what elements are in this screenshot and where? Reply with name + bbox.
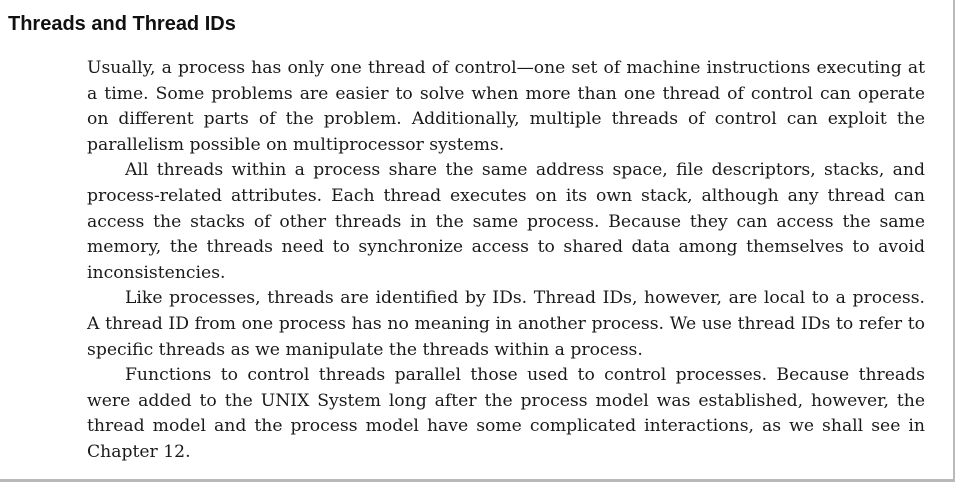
paragraph-4: Functions to control threads parallel those used to control processes. Because threads were added to the UNIX System long after the process model was established, however, the thread model and the process model have some complicated interactions, as we shall see in Chapter 12.	[87, 365, 925, 462]
paragraph-3: Like processes, threads are identified by IDs. Thread IDs, however, are local to a process. A thread ID from one process has no meaning in another process. We use thread IDs to refer to specific threads as we manipulate the threads within a process.	[87, 288, 925, 360]
paragraph-2: All threads within a process share the same address space, file descriptors, stacks, and process-related attributes. Each thread executes on its own stack, although any thread can access the stacks of other threads in the same process. Because they can access the same memory, the threads need to synchronize access to shared data among themselves to avoid inconsistencies.	[87, 160, 925, 283]
section-heading: Threads and Thread IDs	[8, 13, 236, 35]
paragraph-1: Usually, a process has only one thread of control—one set of machine instructions executing at a time. Some problems are easier to solve when more than one thread of control can operate on different parts of the problem. Additionally, multiple threads of control can exploit the parallelism possible on multiprocessor systems.	[87, 58, 925, 155]
body-text	[87, 56, 925, 466]
